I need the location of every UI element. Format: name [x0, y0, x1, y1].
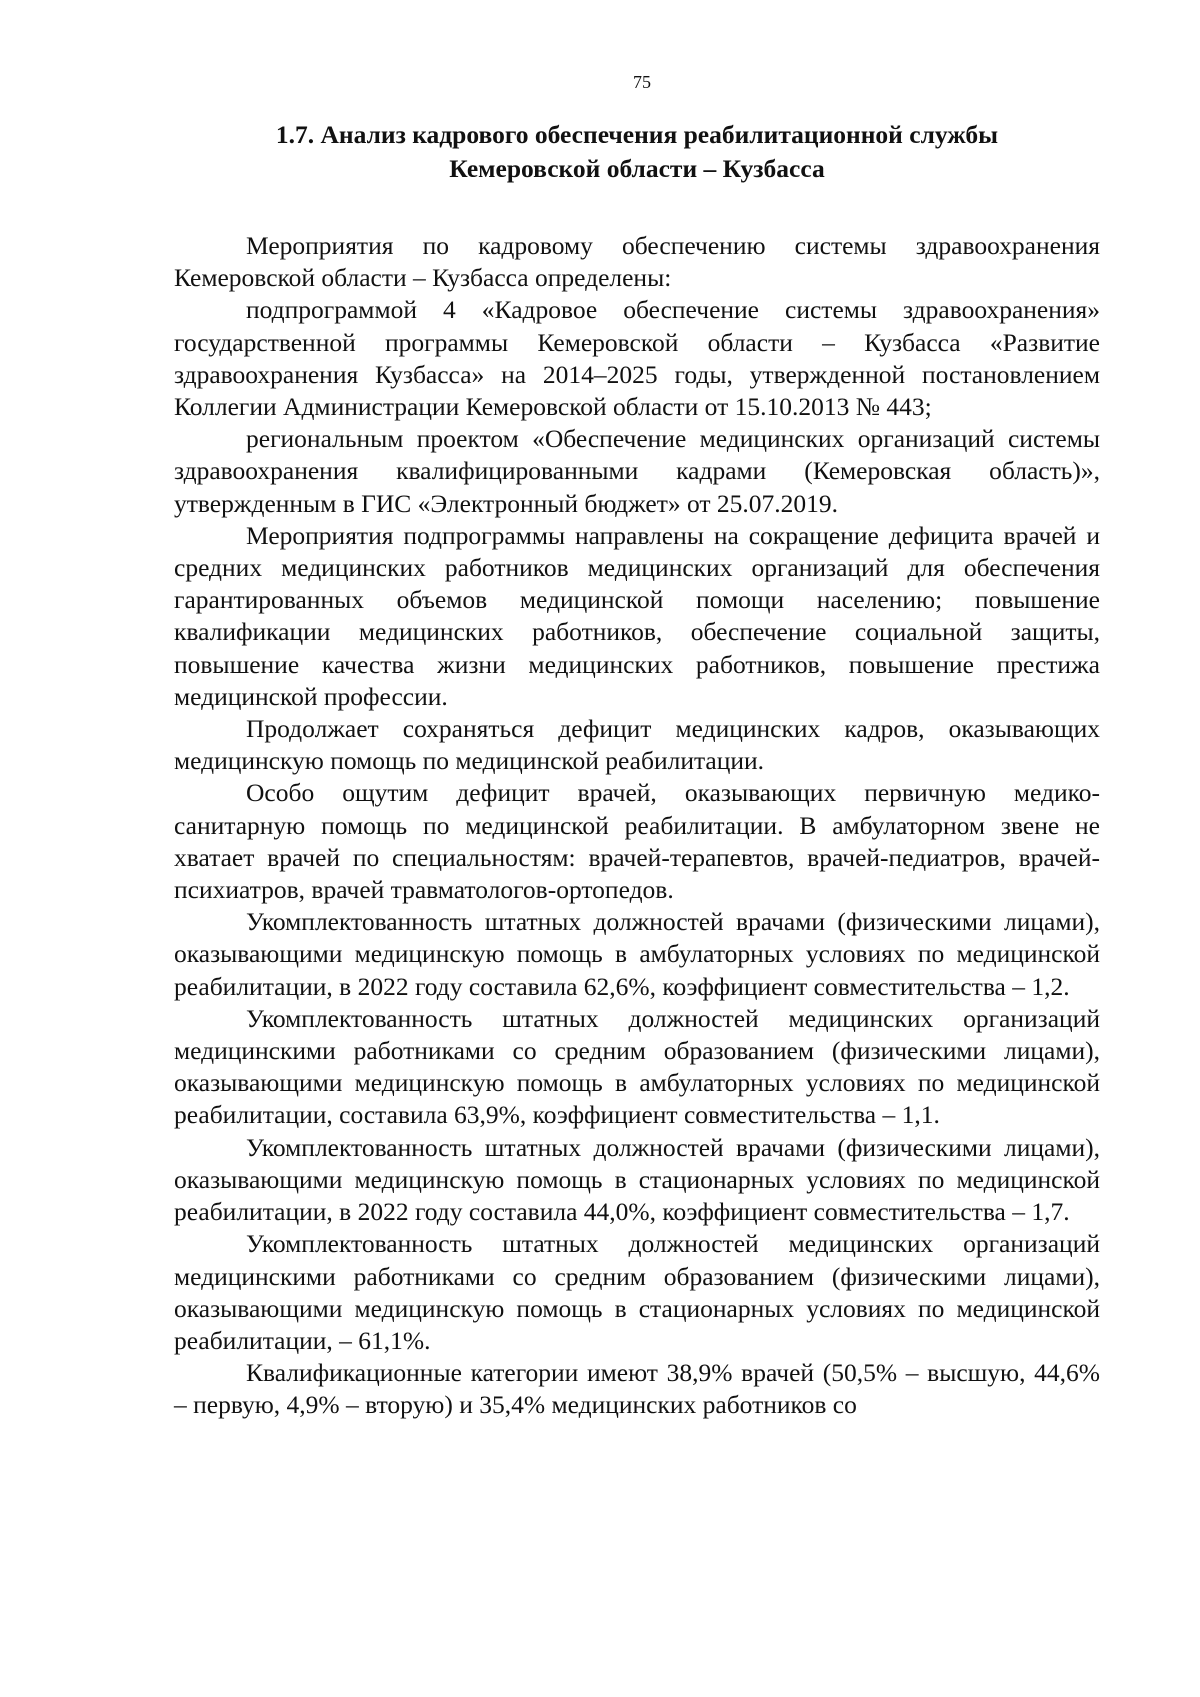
paragraph: Укомплектованность штатных должностей врачами (физическими лицами), оказывающими медицинскую помощь в амбулаторных условиях по медицинской реабилитации, в 2022 году составила 62,6%, коэффициент совместительства – 1,2. — [174, 907, 1100, 1001]
paragraph: Укомплектованность штатных должностей медицинских организаций медицинскими работниками со средним образованием (физическими лицами), оказывающими медицинскую помощь в амбулаторных условиях по медицинской реабилитации, составила 63,9%, коэффициент совместительства – 1,1. — [174, 1003, 1100, 1130]
section-heading — [174, 118, 1100, 186]
page-number: 75 — [633, 72, 651, 92]
paragraph: Особо ощутим дефицит врачей, оказывающих первичную медико-санитарную помощь по медицинской реабилитации. В амбулаторном звене не хватает врачей по специальностям: врачей-терапевтов, врачей-педиатров, врачей-психиатров, врачей травматологов-ортопедов. — [174, 778, 1100, 905]
paragraph: Квалификационные категории имеют 38,9% врачей (50,5% – высшую, 44,6% – первую, 4,9% – вторую) и 35,4% медицинских работников со — [174, 1358, 1100, 1420]
paragraph: подпрограммой 4 «Кадровое обеспечение системы здравоохранения» государственной программы Кемеровской области – Кузбасса «Развитие здравоохранения Кузбасса» на 2014–2025 годы, утвержденной постановлением Коллегии Администрации Кемеровской области от 15.10.2013 № 443; — [174, 295, 1100, 422]
paragraph: Мероприятия подпрограммы направлены на сокращение дефицита врачей и средних медицинских работников медицинских организаций для обеспечения гарантированных объемов медицинской помощи населению; повышение квалификации медицинских работников, обеспечение социальной защиты, повышение качества жизни медицинских работников, повышение престижа медицинской профессии. — [174, 520, 1100, 711]
body-text — [174, 230, 1100, 1422]
paragraph: Мероприятия по кадровому обеспечению системы здравоохранения Кемеровской области – Кузбасса определены: — [174, 231, 1100, 293]
paragraph: региональным проектом «Обеспечение медицинских организаций системы здравоохранения квалифицированными кадрами (Кемеровская область)», утвержденным в ГИС «Электронный бюджет» от 25.07.2019. — [174, 424, 1100, 518]
paragraph: Укомплектованность штатных должностей медицинских организаций медицинскими работниками со средним образованием (физическими лицами), оказывающими медицинскую помощь в стационарных условиях по медицинской реабилитации, – 61,1%. — [174, 1229, 1100, 1355]
section-heading-line-1: 1.7. Анализ кадрового обеспечения реабилитационной службы — [275, 120, 999, 149]
paragraph: Укомплектованность штатных должностей врачами (физическими лицами), оказывающими медицинскую помощь в стационарных условиях по медицинской реабилитации, в 2022 году составила 44,0%, коэффициент совместительства – 1,7. — [174, 1132, 1100, 1227]
paragraph: Продолжает сохраняться дефицит медицинских кадров, оказывающих медицинскую помощь по медицинской реабилитации. — [174, 714, 1100, 776]
section-heading-line-2: Кемеровской области – Кузбасса — [449, 154, 825, 183]
